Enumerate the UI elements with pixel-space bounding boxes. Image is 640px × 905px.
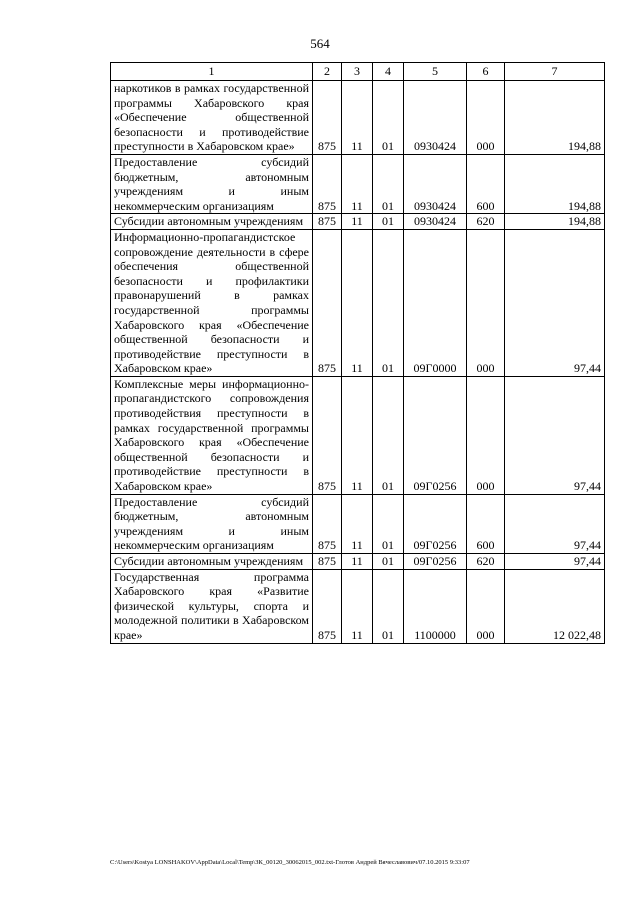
cell-subsection: 01 <box>373 81 404 155</box>
cell-amount: 97,44 <box>505 229 605 376</box>
header-row <box>111 63 605 81</box>
column-header: 2 <box>313 63 342 81</box>
cell-target-article: 0930424 <box>404 81 467 155</box>
cell-expense-type: 600 <box>467 494 505 553</box>
cell-subsection: 01 <box>373 229 404 376</box>
cell-target-article: 1100000 <box>404 569 467 643</box>
cell-amount: 194,88 <box>505 214 605 230</box>
table-row <box>111 494 605 553</box>
cell-ministry-code: 875 <box>313 81 342 155</box>
cell-subsection: 01 <box>373 154 404 213</box>
budget-table <box>110 62 605 644</box>
column-header: 7 <box>505 63 605 81</box>
cell-amount: 194,88 <box>505 154 605 213</box>
row-name: Информационно-пропагандистское сопровождение деятельности в сфере обеспечения общественной безопасности и профилактики правонарушений в рамках государственной программы Хабаровского края «Обеспечение общественной безопасности и противодействие преступности в Хабаровском крае» <box>111 229 313 376</box>
cell-section: 11 <box>342 154 373 213</box>
column-header: 3 <box>342 63 373 81</box>
row-name: Субсидии автономным учреждениям <box>111 214 313 230</box>
cell-target-article: 09Г0256 <box>404 554 467 570</box>
row-name: Комплексные меры информационно-пропагандистского сопровождения противодействия преступности в рамках государственной программы Хабаровского края «Обеспечение общественной безопасности и противодействие преступности в Хабаровском крае» <box>111 376 313 494</box>
cell-section: 11 <box>342 494 373 553</box>
table-row <box>111 569 605 643</box>
cell-section: 11 <box>342 229 373 376</box>
cell-expense-type: 000 <box>467 569 505 643</box>
cell-ministry-code: 875 <box>313 376 342 494</box>
table-row <box>111 229 605 376</box>
cell-section: 11 <box>342 554 373 570</box>
row-name: Субсидии автономным учреждениям <box>111 554 313 570</box>
cell-amount: 97,44 <box>505 494 605 553</box>
cell-section: 11 <box>342 376 373 494</box>
cell-ministry-code: 875 <box>313 494 342 553</box>
cell-target-article: 09Г0256 <box>404 376 467 494</box>
column-header: 1 <box>111 63 313 81</box>
cell-target-article: 0930424 <box>404 154 467 213</box>
table-row <box>111 81 605 155</box>
table-row <box>111 154 605 213</box>
cell-expense-type: 000 <box>467 229 505 376</box>
cell-ministry-code: 875 <box>313 569 342 643</box>
cell-section: 11 <box>342 214 373 230</box>
cell-amount: 12 022,48 <box>505 569 605 643</box>
table-row <box>111 554 605 570</box>
cell-ministry-code: 875 <box>313 229 342 376</box>
cell-ministry-code: 875 <box>313 214 342 230</box>
cell-expense-type: 620 <box>467 554 505 570</box>
cell-target-article: 0930424 <box>404 214 467 230</box>
cell-section: 11 <box>342 569 373 643</box>
cell-expense-type: 000 <box>467 81 505 155</box>
column-header: 4 <box>373 63 404 81</box>
footer-file-path: C:\Users\Kostya LONSHAKOV\AppData\Local\Temp\ЗК_00120_30062015_002.txt-Глотов Андрей Вячеславович/07.10.2015 9:33:07 <box>110 859 470 866</box>
row-name: Предоставление субсидий бюджетным, автономным учреждениям и иным некоммерческим организациям <box>111 154 313 213</box>
cell-expense-type: 620 <box>467 214 505 230</box>
cell-amount: 97,44 <box>505 376 605 494</box>
row-name: Государственная программа Хабаровского края «Развитие физической культуры, спорта и молодежной политики в Хабаровском крае» <box>111 569 313 643</box>
cell-amount: 97,44 <box>505 554 605 570</box>
cell-ministry-code: 875 <box>313 154 342 213</box>
cell-target-article: 09Г0256 <box>404 494 467 553</box>
cell-subsection: 01 <box>373 494 404 553</box>
table-row <box>111 214 605 230</box>
cell-amount: 194,88 <box>505 81 605 155</box>
table-row <box>111 376 605 494</box>
cell-expense-type: 600 <box>467 154 505 213</box>
row-name: Предоставление субсидий бюджетным, автономным учреждениям и иным некоммерческим организациям <box>111 494 313 553</box>
cell-subsection: 01 <box>373 569 404 643</box>
row-name: наркотиков в рамках государственной программы Хабаровского края «Обеспечение общественной безопасности и противодействие преступности в Хабаровском крае» <box>111 81 313 155</box>
cell-expense-type: 000 <box>467 376 505 494</box>
cell-subsection: 01 <box>373 554 404 570</box>
cell-subsection: 01 <box>373 376 404 494</box>
cell-section: 11 <box>342 81 373 155</box>
column-header: 6 <box>467 63 505 81</box>
cell-subsection: 01 <box>373 214 404 230</box>
page-number: 564 <box>310 36 330 51</box>
cell-ministry-code: 875 <box>313 554 342 570</box>
column-header: 5 <box>404 63 467 81</box>
cell-target-article: 09Г0000 <box>404 229 467 376</box>
